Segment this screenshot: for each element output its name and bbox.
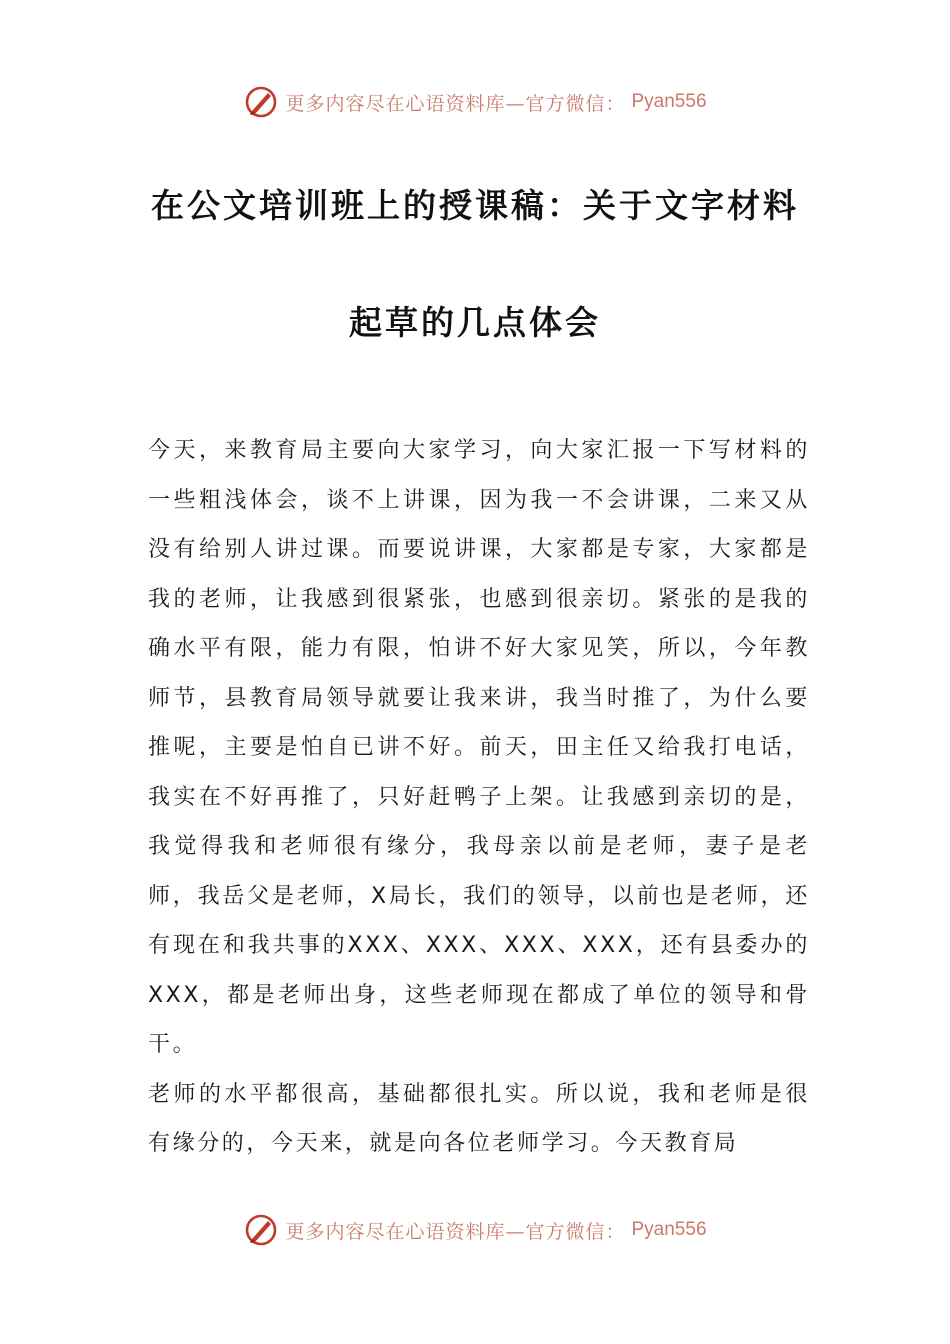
pen-circle-logo-icon: [243, 1212, 279, 1248]
pen-circle-logo-icon: [243, 84, 279, 120]
watermark-text: 更多内容尽在心语资料库—官方微信：: [285, 92, 626, 115]
body-paragraph-1: 今天，来教育局主要向大家学习，向大家汇报一下写材料的一些粗浅体会，谈不上讲课，因为我一不会讲课，二来又从没有给别人讲过课。而要说讲课，大家都是专家，大家都是我的老师，让我感到很紧张，也感到很亲切。紧张的是我的确水平有限，能力有限，怕讲不好大家见笑，所以，今年教师节，县教育局领导就要让我来讲，我当时推了，为什么要推呢，主要是怕自已讲不好。前天，田主任又给我打电话，我实在不好再推了，只好赶鸭子上架。让我感到亲切的是，我觉得我和老师很有缘分，我母亲以前是老师，妻子是老师，我岳父是老师，X局长，我们的领导，以前也是老师，还有现在和我共事的XXX、XXX、XXX、XXX，还有县委办的XXX，都是老师出身，这些老师现在都成了单位的领导和骨干。: [148, 438, 810, 1057]
watermark-text: 更多内容尽在心语资料库—官方微信：: [285, 1220, 626, 1243]
document-title-line-2: 起草的几点体会: [349, 303, 601, 342]
document-title-line-1: 在公文培训班上的授课稿：关于文字材料: [151, 186, 799, 225]
watermark-wechat-id: Pyan556: [631, 1219, 707, 1240]
document-body: [148, 426, 810, 1169]
watermark-wechat-id: Pyan556: [631, 91, 707, 112]
body-paragraph-2: 老师的水平都很高，基础都很扎实。所以说，我和老师是很有缘分的，今天来，就是向各位老师学习。今天教育局: [148, 1081, 810, 1156]
footer-watermark: [0, 1208, 950, 1252]
header-watermark: [0, 80, 950, 124]
